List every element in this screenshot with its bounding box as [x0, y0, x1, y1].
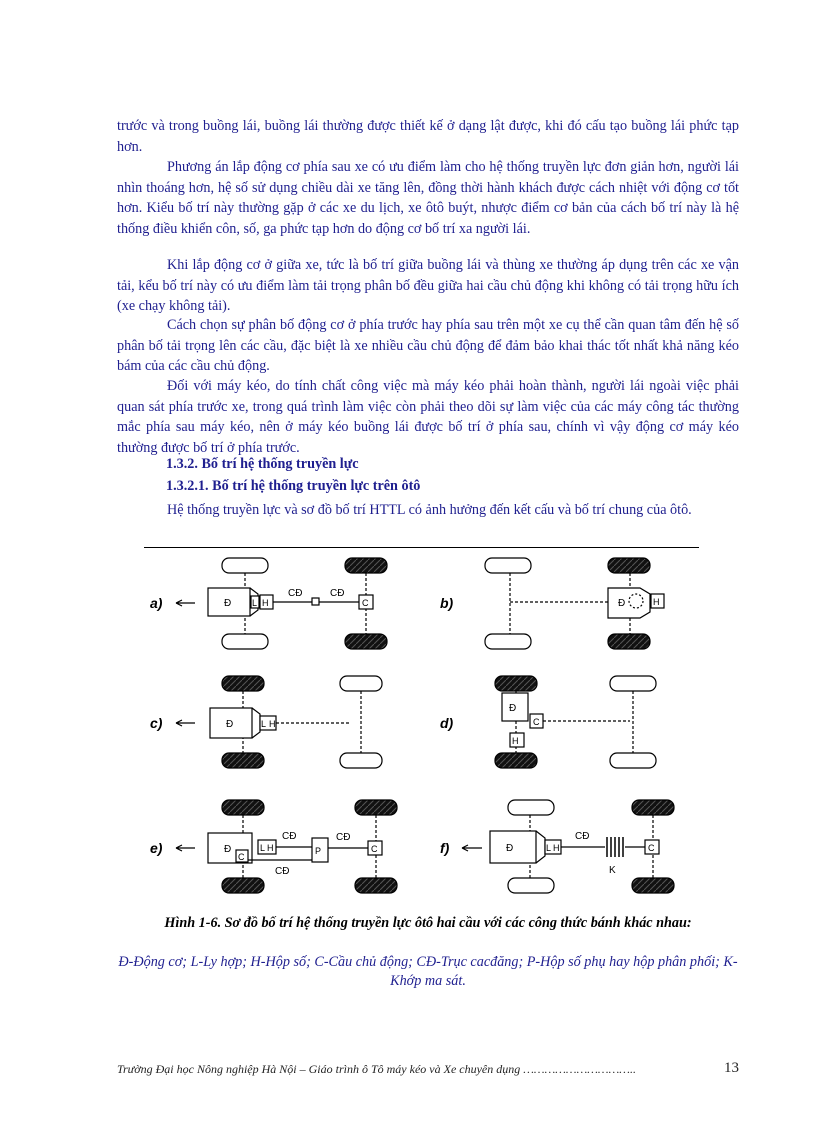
- engine-label: Đ: [509, 703, 517, 714]
- gearbox-label: H: [269, 719, 276, 729]
- shaft-label: CĐ: [275, 866, 290, 877]
- diagram-a: [150, 558, 387, 649]
- diagram-b: [440, 558, 664, 649]
- clutch-label: L: [261, 719, 267, 729]
- clutch-label: L: [252, 598, 258, 608]
- diagram-label-d: d): [440, 715, 454, 731]
- axle-label: C: [238, 852, 245, 862]
- shaft-label: CĐ: [282, 831, 297, 842]
- page-number: 13: [724, 1060, 739, 1076]
- paragraph-4: Cách chọn sự phân bố động cơ ở phía trước hay phía sau trên một xe cụ thể cần quan tâm đến hệ số phân bố tải trọng lên các cầu, đặc biệt là xe nhiều cầu chủ động để đảm bảo khai thác tốt nhất khả năng kéo bám của các cầu chủ động.: [117, 317, 739, 374]
- diagram-d: [440, 676, 656, 768]
- shaft-label: CĐ: [336, 832, 351, 843]
- diagram-label-e: e): [150, 840, 163, 856]
- paragraph-1: trước và trong buồng lái, buồng lái thường được thiết kế ở dạng lật được, khi đó cấu tạo buồng lái phức tạp hơn.: [117, 118, 739, 155]
- axle-label: C: [362, 598, 369, 608]
- section-heading: 1.3.2. Bố trí hệ thống truyền lực: [166, 456, 359, 472]
- clutch-label: L: [260, 843, 266, 853]
- gearbox-label: H: [653, 597, 660, 607]
- figure-caption-title: Hình 1-6. Sơ đồ bố trí hệ thống truyền lực ôtô hai cầu với các công thức bánh khác nhau:: [164, 915, 692, 931]
- axle-label: C: [533, 717, 540, 727]
- shaft-label: CĐ: [288, 588, 303, 599]
- shaft-label: CĐ: [330, 588, 345, 599]
- axle-label: C: [371, 844, 378, 854]
- transfer-label: P: [315, 846, 322, 856]
- diagram-label-b: b): [440, 595, 454, 611]
- paragraph-3: Khi lắp động cơ ở giữa xe, tức là bố trí giữa buồng lái và thùng xe thường áp dụng trên các xe vận tải, kểu bố trí này có ưu điểm làm tải trọng phân bố đều giữa hai cầu chủ động khi không có tải trọng hữu ích (xe chạy không tải).: [117, 257, 739, 314]
- diagram-label-f: f): [440, 840, 450, 856]
- engine-label: Đ: [226, 719, 234, 730]
- diagram-label-c: c): [150, 715, 163, 731]
- axle-label: C: [648, 843, 655, 853]
- gearbox-label: H: [512, 736, 519, 746]
- friction-clutch-label: K: [609, 865, 616, 876]
- engine-label: Đ: [224, 598, 232, 609]
- gearbox-label: H: [267, 843, 274, 853]
- diagram-f: [440, 800, 674, 893]
- shaft-label: CĐ: [575, 831, 590, 842]
- clutch-label: L: [546, 843, 552, 853]
- paragraph-2: Phương án lắp động cơ phía sau xe có ưu điểm làm cho hệ thống truyền lực đơn giản hơn, người lái nhìn thoáng hơn, hệ số sử dụng chiều dài xe tăng lên, đồng thời hành khách được cách nhiệt với động cơ tốt hơn. Kiểu bố trí này thường gặp ở các xe du lịch, xe ôtô buýt, nhược điểm cơ bản của cách bố trí này là hệ thống điều khiển côn, số, ga phức tạp hơn do động cơ bố trí xa người lái.: [117, 159, 739, 237]
- gearbox-label: H: [553, 843, 560, 853]
- paragraph-5: Đối với máy kéo, do tính chất công việc mà máy kéo phải hoàn thành, người lái ngoài việc phải quan sát phía trước xe, trong quá trình làm việc còn phải theo dõi sự làm việc của các máy công tác thường mắc phía sau máy kéo, nên ở máy kéo buồng lái được bố trí ở phía sau, chính vì vậy động cơ máy kéo thường được bố trí ở phía trước.: [117, 378, 739, 456]
- figure-caption-legend: Đ-Động cơ; L-Ly hợp; H-Hộp số; C-Cầu chủ động; CĐ-Trục cacđăng; P-Hộp số phụ hay hộp phân phối; K-Khớp ma sát.: [118, 954, 738, 989]
- footer-text: Trường Đại học Nông nghiệp Hà Nội – Giáo trình ô Tô máy kéo và Xe chuyên dụng …………………………..: [117, 1062, 636, 1076]
- engine-label: Đ: [506, 843, 514, 854]
- engine-label: Đ: [618, 598, 626, 609]
- gearbox-label: H: [262, 598, 269, 608]
- intro-paragraph: Hệ thống truyền lực và sơ đồ bố trí HTTL có ảnh hưởng đến kết cấu và bố trí chung của ôtô.: [167, 502, 692, 518]
- subsection-heading: 1.3.2.1. Bố trí hệ thống truyền lực trên ôtô: [166, 478, 421, 494]
- diagram-e: [150, 800, 397, 893]
- engine-label: Đ: [224, 844, 232, 855]
- drivetrain-diagram: [140, 548, 700, 910]
- page-footer: [117, 1062, 739, 1077]
- diagram-label-a: a): [150, 595, 163, 611]
- diagram-c: [150, 676, 382, 768]
